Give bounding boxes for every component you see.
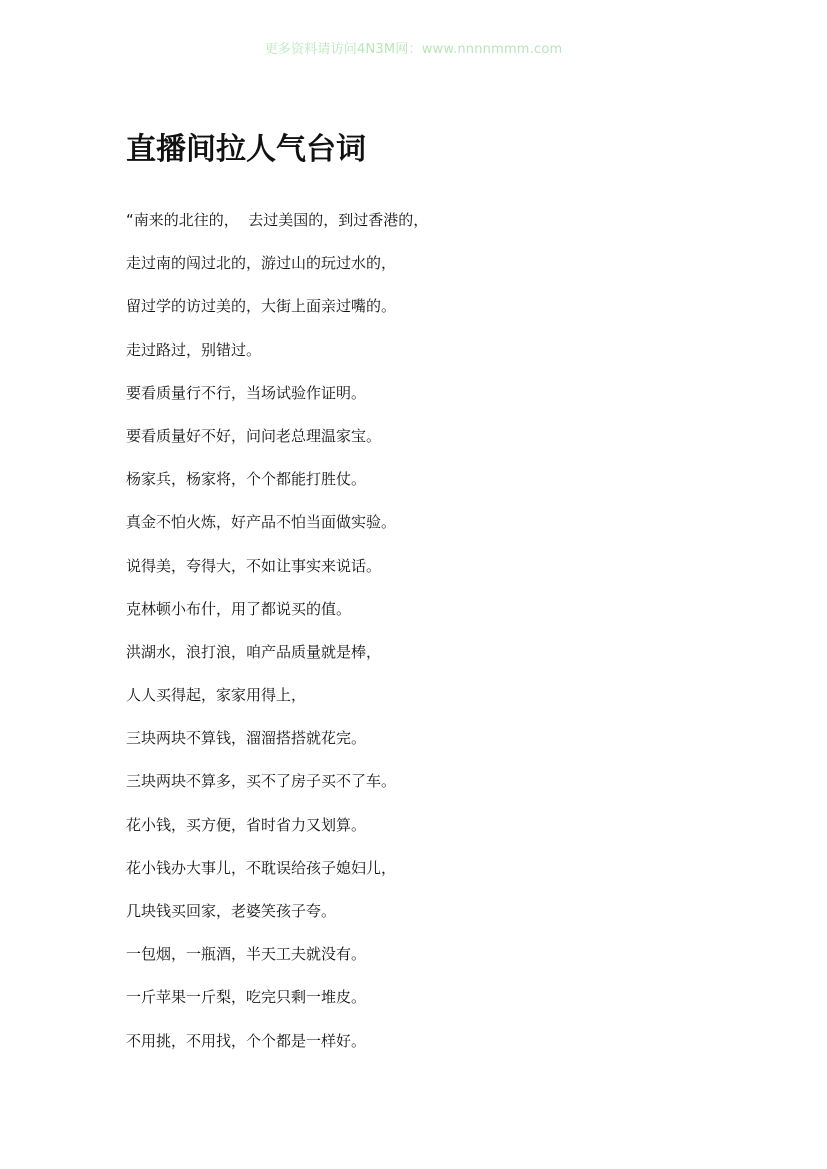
text-line: 几块钱买回家，老婆笑孩子夸。	[126, 902, 337, 920]
text-line: 一包烟，一瓶酒，半天工夫就没有。	[126, 945, 367, 964]
text-line: 走过路过，别错过。	[126, 340, 262, 359]
text-line: 人人买得起，家家用得上，	[126, 686, 307, 705]
text-line: 花小钱，买方便，省时省力又划算。	[126, 815, 367, 834]
text-line: 不用挑，不用找，个个都是一样好。	[126, 1031, 367, 1050]
text-line: 走过南的闯过北的，游过山的玩过水的，	[126, 254, 397, 273]
text-line: 三块两块不算钱，溜溜搭搭就花完。	[126, 729, 367, 748]
text-line: 克林顿小布什，用了都说买的值。	[126, 599, 352, 618]
text-line: 三块两块不算多，买不了房子买不了车。	[126, 772, 397, 791]
text-line: 洪湖水，浪打浪，咱产品质量就是棒，	[126, 642, 382, 661]
text-line: 要看质量好不好，问问老总理温家宝。	[126, 426, 382, 445]
text-line: 说得美，夸得大，不如让事实来说话。	[126, 556, 382, 575]
page-title: 直播间拉人气台词	[126, 132, 366, 167]
text-line: 花小钱办大事儿，不耽误给孩子媳妇儿，	[126, 858, 397, 877]
text-line: “南来的北往的， 去过美国的，到过香港的，	[126, 211, 429, 229]
watermark-text: 更多资料请访问4N3M网：www.nnnnmmm.com	[264, 42, 563, 57]
text-line: 杨家兵，杨家将，个个都能打胜仗。	[126, 470, 367, 489]
text-line: 留过学的访过美的，大街上面亲过嘴的。	[126, 297, 397, 316]
text-line: 真金不怕火炼，好产品不怕当面做实验。	[126, 513, 397, 532]
text-line: 要看质量行不行，当场试验作证明。	[126, 383, 367, 402]
text-lines	[126, 207, 726, 1071]
text-line: 一斤苹果一斤梨，吃完只剩一堆皮。	[126, 988, 367, 1007]
